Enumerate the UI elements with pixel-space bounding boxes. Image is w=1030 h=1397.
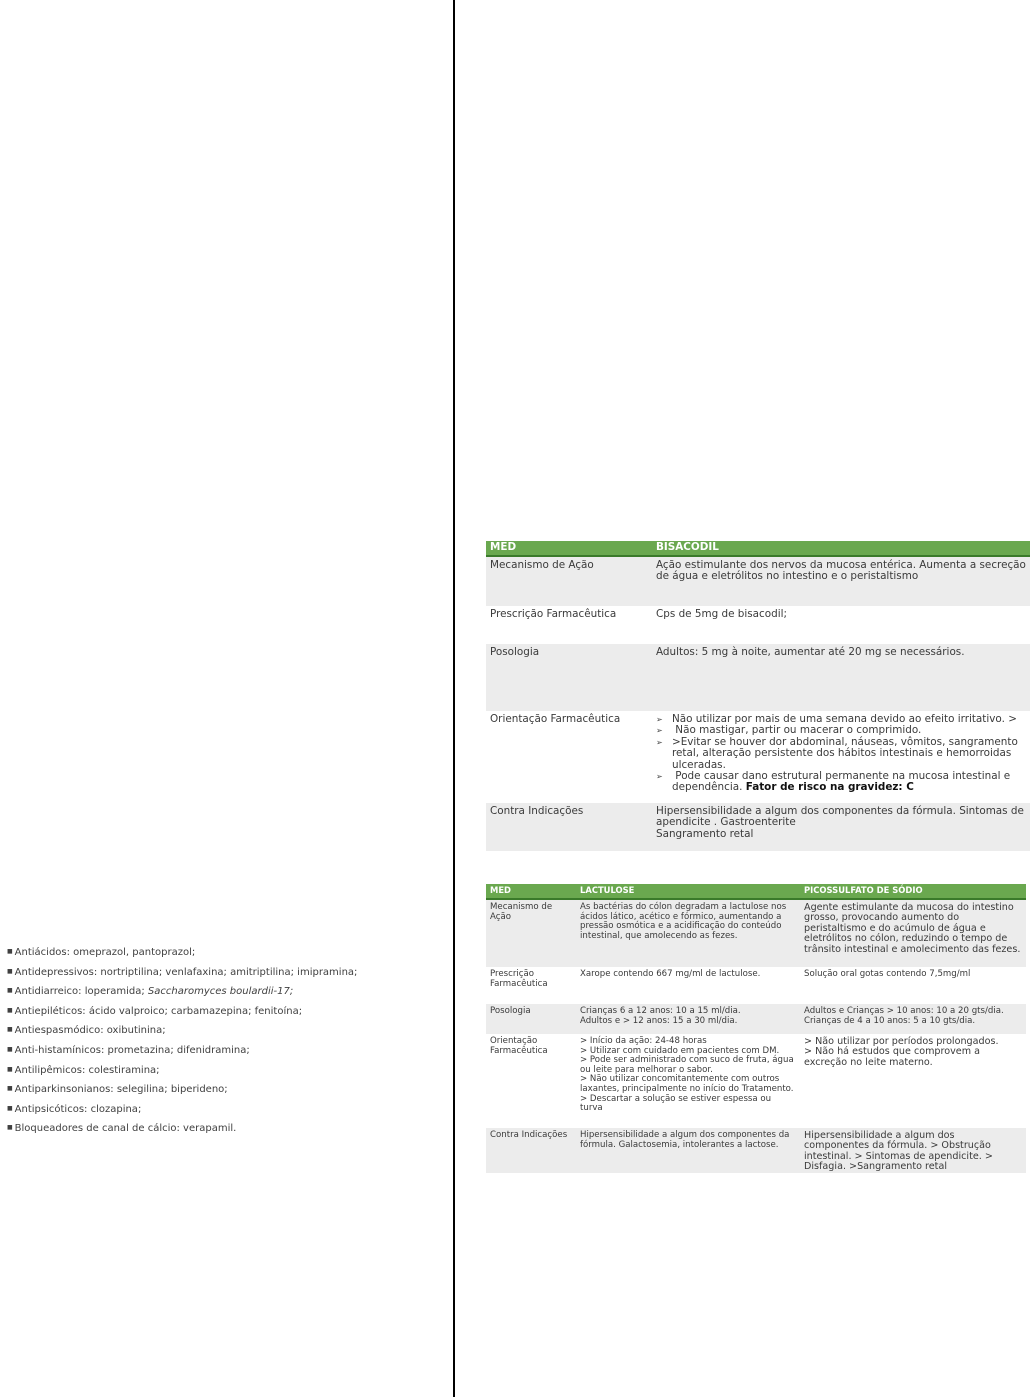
bullet-icon: ■: [7, 1104, 13, 1112]
bullet-icon: ■: [7, 1045, 13, 1053]
bullet-icon: ■: [7, 1006, 13, 1014]
table-header-row: [486, 884, 1026, 899]
list-item: ■ Antipsicóticos: clozapina;: [7, 1103, 142, 1115]
table-header-row: [486, 541, 1030, 556]
header-picossulfato: PICOSSULFATO DE SÓDIO: [800, 884, 1026, 899]
list-item: ➢ Pode causar dano estrutural permanente na mucosa intestinal e dependência. Fator de risco na gravidez: C: [656, 770, 1011, 794]
row-value: [652, 711, 1030, 803]
picossulfato-value: Adultos e Crianças > 10 anos: 10 a 20 gts/dia. Crianças de 4 a 10 anos: 5 a 10 gts/dia.: [800, 1004, 1026, 1034]
list-item: ➢ Não utilizar por mais de uma semana devido ao efeito irritativo. >: [656, 713, 1017, 725]
list-item: ■ Anti-histamínicos: prometazina; difenidramina;: [7, 1044, 250, 1056]
lactulose-value: Crianças 6 a 12 anos: 10 a 15 ml/dia. Adultos e > 12 anos: 15 a 30 ml/dia.: [576, 1004, 800, 1034]
row-label: Prescrição Farmacêutica: [490, 969, 548, 989]
row-label: Contra Indicações: [486, 803, 652, 851]
list-item: ➢ Não mastigar, partir ou macerar o comprimido.: [656, 724, 922, 737]
row-value: Adultos: 5 mg à noite, aumentar até 20 mg se necessários.: [652, 644, 1030, 711]
row-label: Posologia: [486, 1004, 576, 1034]
row-label: Orientação Farmacêutica: [490, 713, 621, 725]
row-value: Ação estimulante dos nervos da mucosa entérica. Aumenta a secreção de água e eletrólitos no intestino e o peristaltismo: [652, 556, 1030, 606]
picossulfato-value: Solução oral gotas contendo 7,5mg/ml: [804, 969, 971, 979]
header-drug: BISACODIL: [652, 541, 1030, 556]
orientation-list: [656, 714, 1026, 794]
row-label: Mecanismo de Ação: [486, 899, 576, 967]
row-label: Posologia: [486, 644, 652, 711]
list-item: ■ Antiparkinsonianos: selegilina; biperideno;: [7, 1084, 228, 1096]
list-item: ➢ >Evitar se houver dor abdominal, náuseas, vômitos, sangramento retal, alteração persistente dos hábitos intestinais e hemorroidas ulceradas.: [656, 735, 1018, 771]
header-lactulose: LACTULOSE: [576, 884, 800, 899]
lactulose-value: Xarope contendo 667 mg/ml de lactulose.: [580, 969, 761, 979]
laxative-table: [486, 884, 1026, 1173]
header-med: MED: [486, 884, 576, 899]
picossulfato-value: Hipersensibilidade a algum dos componentes da fórmula. > Obstrução intestinal. > Sintomas de apendicite. > Disfagia. >Sangramento retal: [800, 1128, 1026, 1173]
table-row: [486, 556, 1030, 606]
list-item: ■ Antiespasmódico: oxibutinina;: [7, 1025, 166, 1037]
bullet-icon: ■: [7, 1026, 13, 1034]
list-item: ■ Antiepiléticos: ácido valproico; carbamazepina; fenitoína;: [7, 1005, 303, 1017]
picossulfato-value: > Não utilizar por períodos prolongados. > Não há estudos que comprovem a excreção no leite materno.: [804, 1036, 999, 1068]
lactulose-value: As bactérias do cólon degradam a lactulose nos ácidos lático, acético e fórmico, aumentando a pressão osmótica e a acidificação do conteúdo intestinal, que amolecendo as fezes.: [576, 899, 800, 967]
arrow-bullet-icon: ➢: [656, 715, 663, 724]
list-item: ■ Antidepressivos: nortriptilina; venlafaxina; amitriptilina; imipramina;: [7, 966, 358, 978]
bullet-icon: ■: [7, 948, 13, 955]
row-label: Prescrição Farmacêutica: [490, 608, 617, 620]
row-value: Hipersensibilidade a algum dos componentes da fórmula. Sintomas de apendicite . Gastroenterite Sangramento retal: [652, 803, 1030, 851]
bullet-icon: ■: [7, 1085, 13, 1093]
arrow-bullet-icon: ➢: [656, 726, 663, 736]
header-med: MED: [486, 541, 652, 556]
table-row: [486, 644, 1030, 711]
lactulose-value: Hipersensibilidade a algum dos componentes da fórmula. Galactosemia, intolerantes a lactose.: [576, 1128, 800, 1173]
row-label: Orientação Farmacêutica: [490, 1036, 548, 1056]
arrow-bullet-icon: ➢: [656, 772, 663, 782]
list-item: ■ Bloqueadores de canal de cálcio: verapamil.: [7, 1123, 237, 1135]
drug-class-list: [7, 943, 447, 1139]
bullet-icon: ■: [7, 967, 13, 975]
table-row: [486, 606, 1030, 644]
lactulose-value: > Início da ação: 24-48 horas > Utilizar com cuidado em pacientes com DM. > Pode ser administrado com suco de fruta, água ou leite para melhorar o sabor. > Não utilizar concomitantemente com outros laxantes, principalmente no início do Tratamento. > Descartar a solução se estiver espessa ou turva: [580, 1036, 794, 1114]
arrow-bullet-icon: ➢: [656, 737, 663, 747]
table-row: [486, 967, 1026, 1004]
bisacodil-table: [486, 541, 1030, 851]
table-row: [486, 1004, 1026, 1034]
bullet-icon: ■: [7, 1124, 13, 1132]
table-row: [486, 803, 1030, 851]
list-item: ■ Antidiarreico: loperamida; Saccharomyces boulardii-17;: [7, 986, 294, 998]
row-label: Mecanismo de Ação: [486, 556, 652, 606]
table-row: [486, 1034, 1026, 1128]
picossulfato-value: Agente estimulante da mucosa do intestino grosso, provocando aumento do peristaltismo e do acúmulo de água e eletrólitos no cólon, reduzindo o tempo de trânsito intestinal e amolecimento das fezes.: [800, 899, 1026, 967]
row-value: Cps de 5mg de bisacodil;: [656, 608, 787, 620]
table-row: [486, 711, 1030, 803]
table-row: [486, 899, 1026, 967]
table-row: [486, 1128, 1026, 1173]
pregnancy-risk: Fator de risco na gravidez: C: [745, 781, 914, 794]
bullet-icon: ■: [7, 987, 13, 995]
row-label: Contra Indicações: [486, 1128, 576, 1173]
list-item: ■ Antiácidos: omeprazol, pantoprazol;: [7, 947, 196, 958]
column-divider: [453, 0, 455, 1397]
list-item: ■ Antilipêmicos: colestiramina;: [7, 1064, 160, 1076]
bullet-icon: ■: [7, 1065, 13, 1073]
laxative-table-wrapper: [486, 884, 1030, 1173]
